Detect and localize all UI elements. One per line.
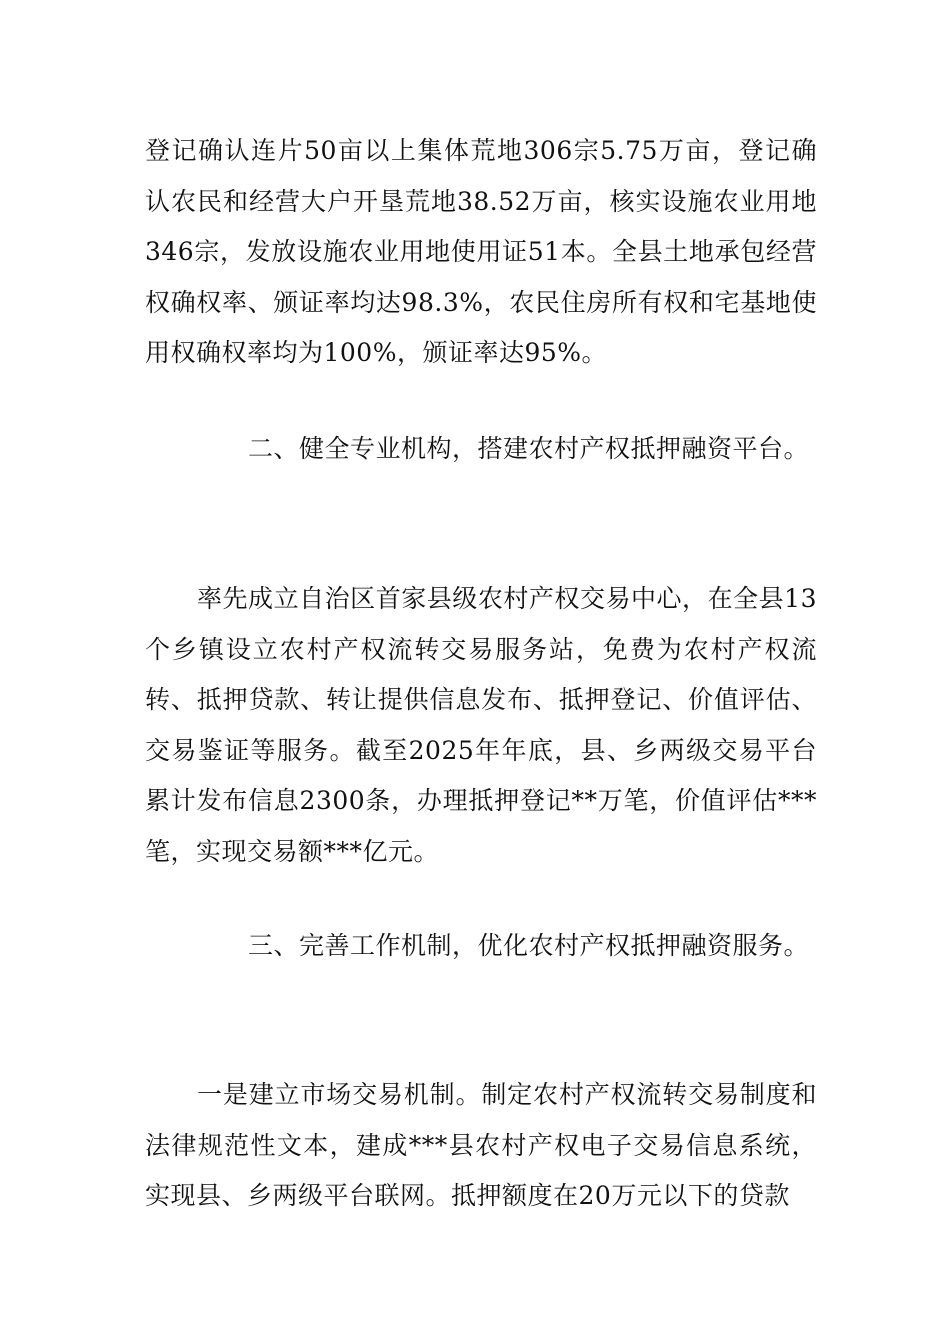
body-paragraph-3: 一是建立市场交易机制。制定农村产权流转交易制度和法律规范性文本，建成***县农村产权电子交易信息系统，实现县、乡两级平台联网。抵押额度在20万元以下的贷款 [145, 1080, 817, 1210]
section-heading-2: 二、健全专业机构，搭建农村产权抵押融资平台。 [248, 434, 810, 463]
section-heading-3: 三、完善工作机制，优化农村产权抵押融资服务。 [248, 931, 810, 960]
body-paragraph-2: 率先成立自治区首家县级农村产权交易中心，在全县13个乡镇设立农村产权流转交易服务站，免费为农村产权流转、抵押贷款、转让提供信息发布、抵押登记、价值评估、交易鉴证等服务。截至2025年年底，县、乡两级交易平台累计发布信息2300条，办理抵押登记**万笔，价值评估***笔，实现交易额***亿元。 [145, 584, 817, 866]
body-paragraph-1: 登记确认连片50亩以上集体荒地306宗5.75万亩，登记确认农民和经营大户开垦荒地38.52万亩，核实设施农业用地346宗，发放设施农业用地使用证51本。全县土地承包经营权确权率、颁证率均达98.3%，农民住房所有权和宅基地使用权确权率均为100%，颁证率达95%。 [145, 136, 817, 367]
